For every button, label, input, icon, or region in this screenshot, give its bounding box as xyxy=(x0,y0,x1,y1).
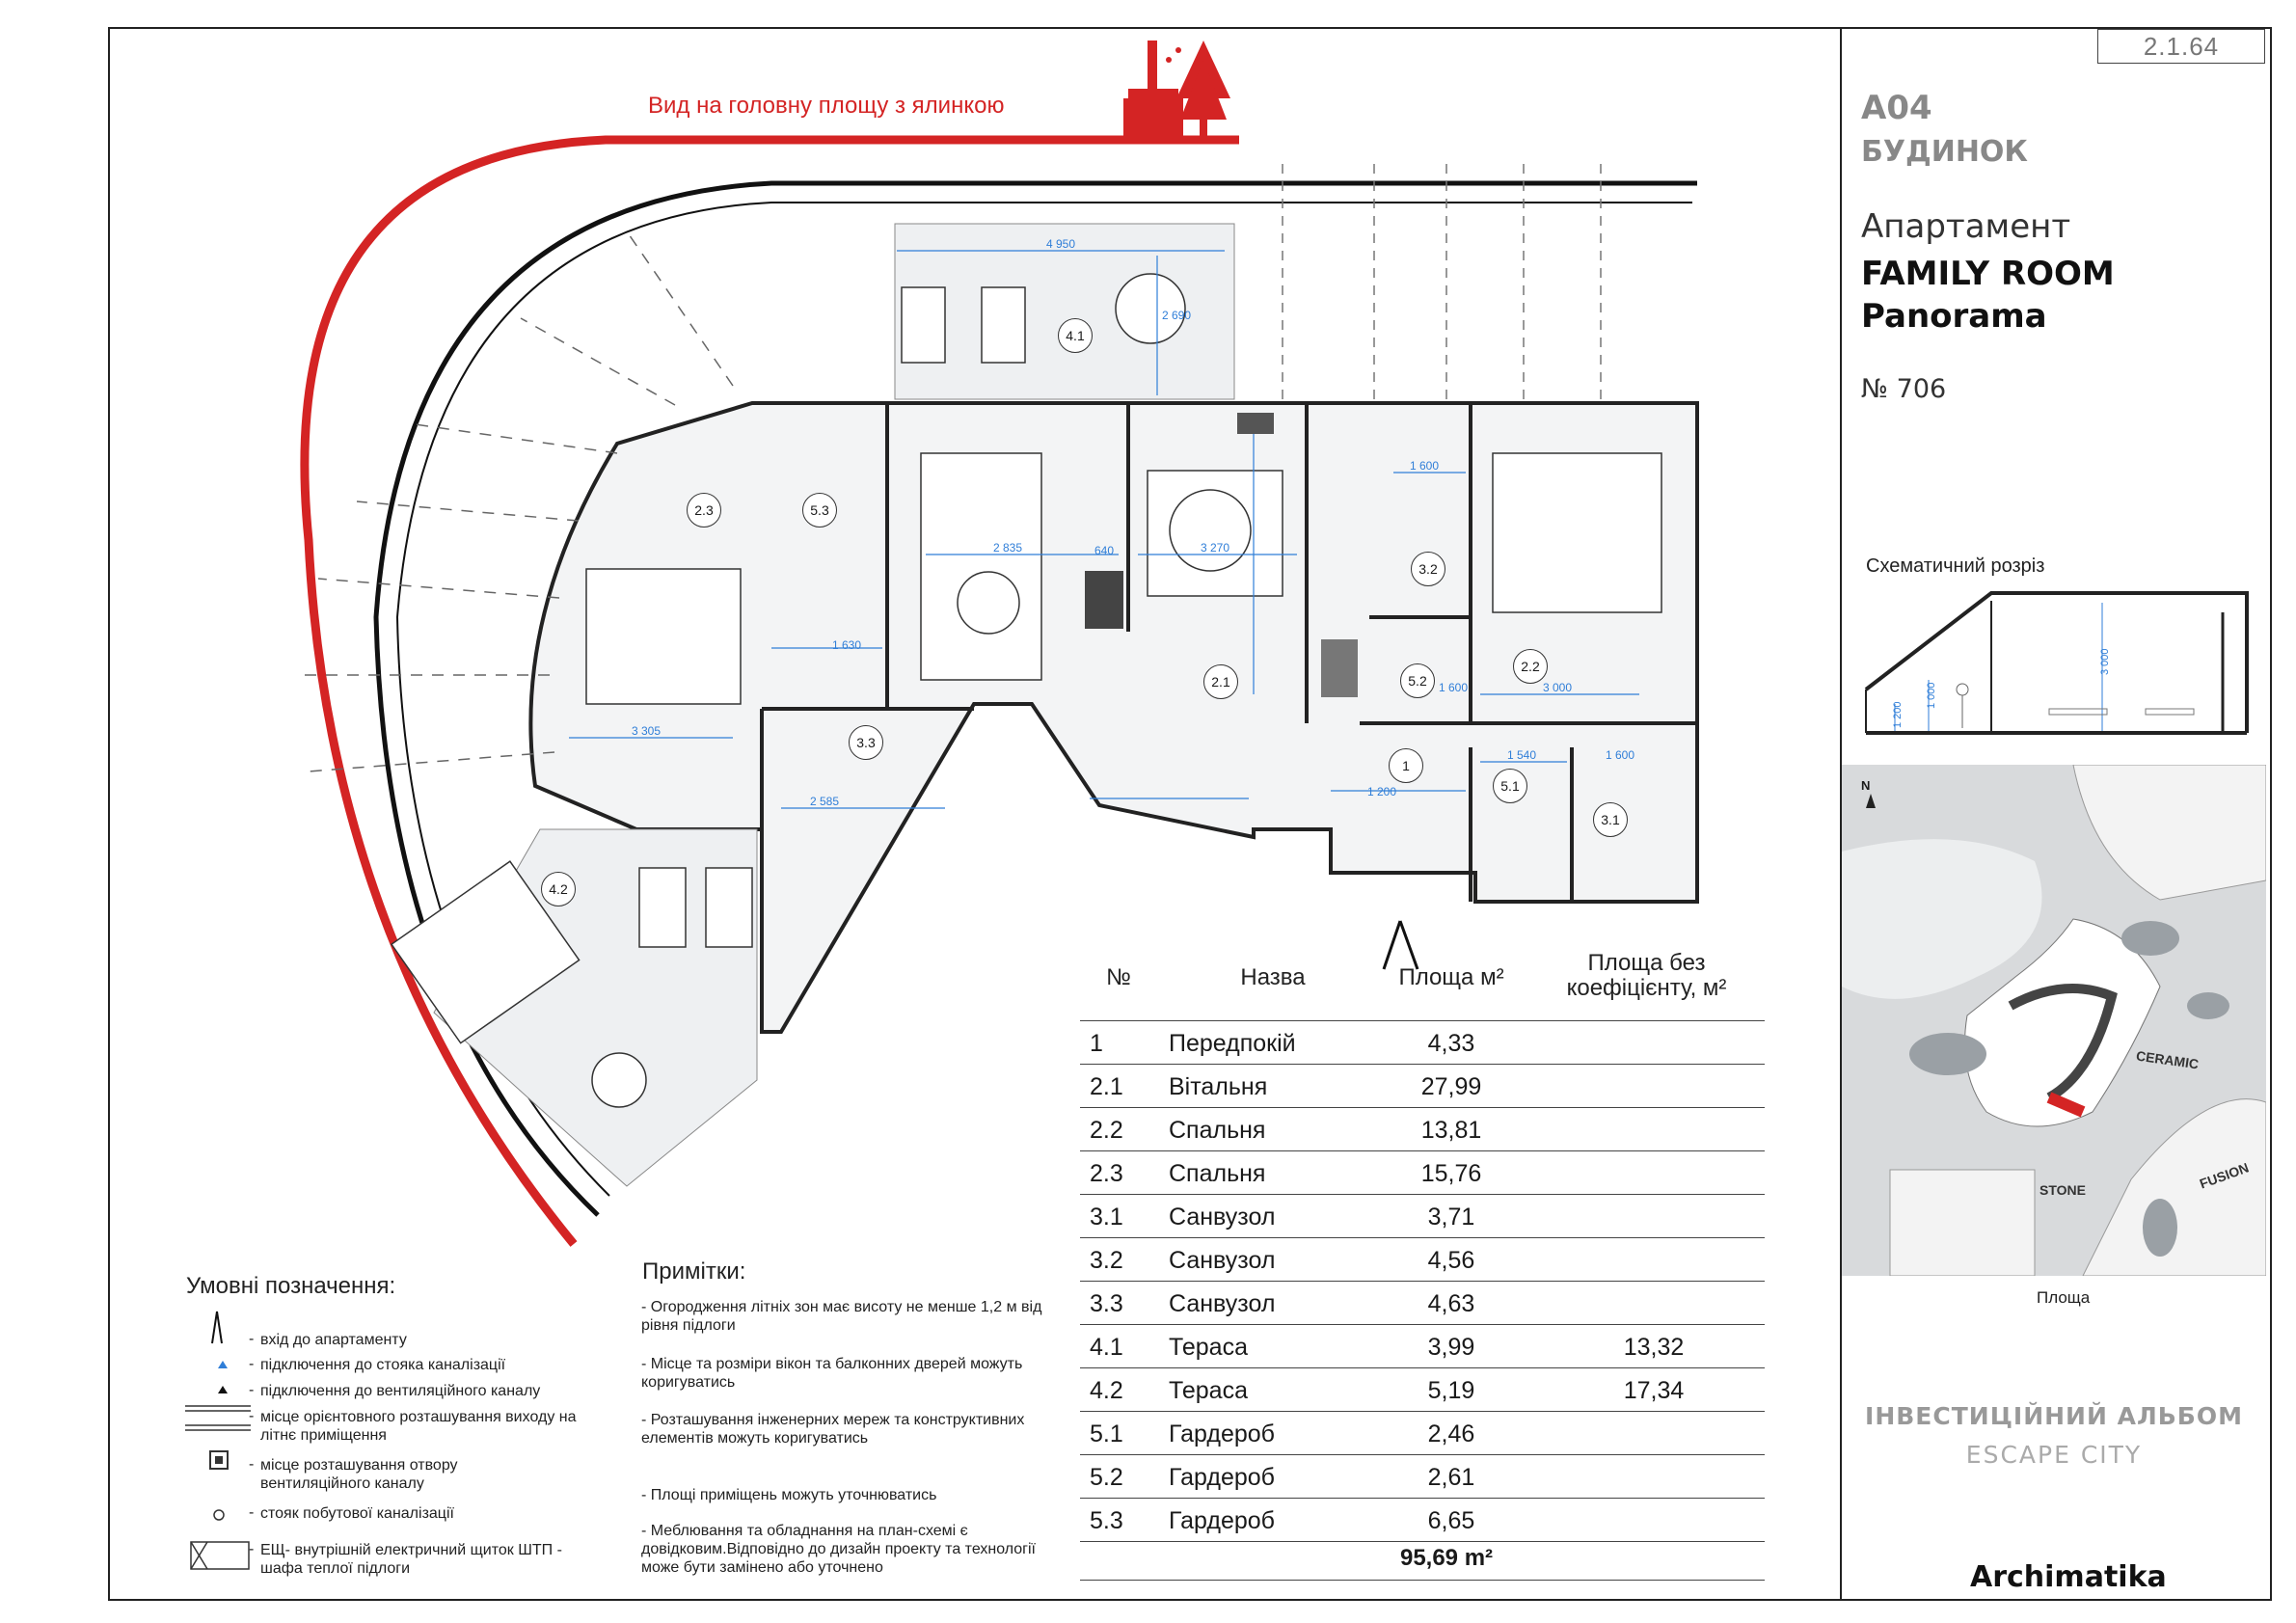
building-code: A04 xyxy=(1861,89,1932,127)
schematic-section xyxy=(1856,583,2261,757)
dimension-label: 4 950 xyxy=(1046,237,1076,251)
table-row xyxy=(1080,1107,1765,1151)
album-subtitle: ESCAPE CITY xyxy=(1965,1441,2143,1469)
table-row xyxy=(1080,1411,1765,1455)
note-item: - Розташування інженерних мереж та конструктивних елементів можуть коригуватись xyxy=(641,1412,1025,1447)
dimension-label: 1 540 xyxy=(1507,748,1537,762)
table-cell-area-no-coef: 17,34 xyxy=(1623,1377,1685,1404)
table-row xyxy=(1080,1324,1765,1368)
table-cell-num: 1 xyxy=(1090,1030,1103,1057)
table-row xyxy=(1080,1194,1765,1238)
table-cell-name: Спальня xyxy=(1169,1160,1266,1187)
table-cell-area: 5,19 xyxy=(1427,1377,1475,1404)
legend-item: підключення до вентиляційного каналу xyxy=(260,1383,541,1399)
legend-symbols xyxy=(183,1307,251,1596)
room-label-2-2: 2.2 xyxy=(1513,649,1548,684)
table-cell-num: 5.2 xyxy=(1090,1464,1123,1491)
room-label-5-1: 5.1 xyxy=(1493,769,1527,803)
legend-dash: - xyxy=(249,1541,255,1557)
map-label-square: Площа xyxy=(2037,1288,2091,1307)
map-label-fusion: FUSION xyxy=(2197,1159,2252,1192)
table-cell-name: Гардероб xyxy=(1169,1507,1275,1534)
table-row xyxy=(1080,1237,1765,1282)
table-header-num: № xyxy=(1106,964,1131,990)
table-cell-area: 3,71 xyxy=(1427,1204,1475,1231)
legend-item: підключення до стояка каналізації xyxy=(260,1357,506,1373)
dimension-label: 640 xyxy=(1094,544,1115,557)
table-cell-area: 4,63 xyxy=(1427,1290,1475,1317)
note-item: - Місце та розміри вікон та балконних дверей можуть коригуватись xyxy=(641,1356,1023,1391)
table-header-area: Площа м² xyxy=(1398,964,1504,990)
room-label-4-1: 4.1 xyxy=(1058,318,1093,353)
map-label-stone: STONE xyxy=(2039,1182,2086,1198)
album-title: ІНВЕСТИЦІЙНИЙ АЛЬБОМ xyxy=(1865,1402,2243,1430)
building-label: БУДИНОК xyxy=(1861,135,2028,169)
vent-opening-icon xyxy=(210,1451,228,1469)
apartment-type-line2: Panorama xyxy=(1861,297,2047,336)
dimension-label: 2 690 xyxy=(1162,309,1192,322)
notes-title: Примітки: xyxy=(642,1258,746,1285)
section-dim-label: 3 000 xyxy=(2099,648,2111,675)
legend-item: ЕЩ- внутрішній електричний щиток ШТП - шафа теплої підлоги xyxy=(260,1542,562,1577)
dimension-label: 1 600 xyxy=(1606,748,1635,762)
square-christmas-tree-icon xyxy=(1119,31,1239,142)
legend-dash: - xyxy=(249,1408,255,1424)
room-label-3-3: 3.3 xyxy=(849,725,883,760)
electric-panel-icon xyxy=(191,1542,249,1569)
map-label-ceramic: CERAMIC xyxy=(2135,1047,2201,1072)
dimension-label: 2 835 xyxy=(993,541,1023,555)
dimension-label: 1 630 xyxy=(832,638,862,652)
table-header-area-no-coef: Площа без коефіцієнту, м² xyxy=(1566,950,1727,1001)
room-label-2-3: 2.3 xyxy=(687,493,721,527)
table-cell-area: 3,99 xyxy=(1427,1334,1475,1361)
room-label-2-1: 2.1 xyxy=(1203,664,1238,699)
table-cell-area: 4,33 xyxy=(1427,1030,1475,1057)
table-cell-num: 4.1 xyxy=(1090,1334,1123,1361)
legend-item: місце розташування отвору вентиляційного каналу xyxy=(260,1457,458,1492)
dimension-label: 1 600 xyxy=(1439,681,1469,694)
table-cell-name: Спальня xyxy=(1169,1117,1266,1144)
sewer-riser-icon xyxy=(214,1510,224,1520)
dimension-label: 3 000 xyxy=(1543,681,1573,694)
legend-dash: - xyxy=(249,1356,255,1372)
table-cell-name: Санвузол xyxy=(1169,1290,1276,1317)
table-cell-name: Тераса xyxy=(1169,1334,1248,1361)
section-dim-label: 1 000 xyxy=(1926,682,1937,709)
room-label-3-1: 3.1 xyxy=(1593,802,1628,837)
table-header-name: Назва xyxy=(1240,964,1306,990)
map-north-label: N xyxy=(1861,778,1871,793)
sewer-connection-icon xyxy=(218,1361,228,1368)
table-cell-area-no-coef: 13,32 xyxy=(1623,1334,1685,1361)
legend-title: Умовні позначення: xyxy=(186,1273,396,1299)
table-cell-num: 5.3 xyxy=(1090,1507,1123,1534)
legend-item: стояк побутової каналізації xyxy=(260,1505,454,1522)
table-row xyxy=(1080,1367,1765,1412)
table-cell-name: Санвузол xyxy=(1169,1247,1276,1274)
room-label-1: 1 xyxy=(1389,748,1423,783)
legend-dash: - xyxy=(249,1456,255,1473)
note-item: - Огородження літніх зон має висоту не менше 1,2 м від рівня підлоги xyxy=(641,1299,1042,1334)
table-total-rule xyxy=(1080,1580,1765,1581)
table-cell-area: 15,76 xyxy=(1420,1160,1482,1187)
note-item: - Площі приміщень можуть уточнюватись xyxy=(641,1487,937,1503)
view-label: Вид на головну площу з ялинкою xyxy=(648,93,1005,119)
apartment-label: Апартамент xyxy=(1861,207,2071,246)
table-cell-name: Санвузол xyxy=(1169,1204,1276,1231)
room-label-3-2: 3.2 xyxy=(1411,552,1445,586)
legend-item: вхід до апартаменту xyxy=(260,1332,407,1348)
table-cell-num: 2.1 xyxy=(1090,1073,1123,1100)
note-item: - Меблювання та обладнання на план-схемі є довідковим.Відповідно до дизайн проекту та технології може бути замінено або уточнено xyxy=(641,1523,1036,1576)
table-cell-name: Передпокій xyxy=(1169,1030,1296,1057)
table-cell-num: 5.1 xyxy=(1090,1420,1123,1447)
table-row xyxy=(1080,1150,1765,1195)
site-map xyxy=(1842,765,2266,1276)
room-label-5-3: 5.3 xyxy=(802,493,837,527)
table-cell-name: Тераса xyxy=(1169,1377,1248,1404)
table-row xyxy=(1080,1498,1765,1542)
apartment-number: № 706 xyxy=(1861,374,1947,404)
legend-dash: - xyxy=(249,1504,255,1521)
table-cell-num: 2.2 xyxy=(1090,1117,1123,1144)
page-code: 2.1.64 xyxy=(2097,29,2265,64)
section-caption: Схематичний розріз xyxy=(1866,555,2045,577)
dimension-label: 1 600 xyxy=(1410,459,1440,473)
table-cell-name: Вітальня xyxy=(1169,1073,1268,1100)
table-row xyxy=(1080,1064,1765,1108)
table-cell-num: 4.2 xyxy=(1090,1377,1123,1404)
legend-item: місце орієнтовного розташування виходу на літнє приміщення xyxy=(260,1409,577,1444)
entrance-symbol-icon xyxy=(212,1312,222,1343)
table-cell-num: 3.1 xyxy=(1090,1204,1123,1231)
room-label-5-2: 5.2 xyxy=(1400,663,1435,698)
legend-dash: - xyxy=(249,1331,255,1347)
table-cell-num: 3.2 xyxy=(1090,1247,1123,1274)
table-row xyxy=(1080,1454,1765,1499)
table-cell-area: 2,61 xyxy=(1427,1464,1475,1491)
table-cell-area: 27,99 xyxy=(1420,1073,1482,1100)
table-cell-area: 4,56 xyxy=(1427,1247,1475,1274)
legend-dash: - xyxy=(249,1382,255,1398)
vent-connection-icon xyxy=(218,1386,228,1393)
entrance-arrow xyxy=(1384,921,1418,969)
table-cell-num: 2.3 xyxy=(1090,1160,1123,1187)
table-row xyxy=(1080,1020,1765,1065)
brand-logo: Archimatika xyxy=(1970,1560,2167,1594)
table-total: 95,69 m² xyxy=(1399,1545,1494,1571)
table-cell-name: Гардероб xyxy=(1169,1464,1275,1491)
table-cell-name: Гардероб xyxy=(1169,1420,1275,1447)
summer-exit-icon xyxy=(185,1406,251,1430)
dimension-label: 1 200 xyxy=(1367,785,1397,798)
dimension-label: 2 585 xyxy=(810,795,840,808)
section-dim-label: 1 200 xyxy=(1892,701,1904,728)
table-cell-num: 3.3 xyxy=(1090,1290,1123,1317)
room-label-4-2: 4.2 xyxy=(541,872,576,906)
dimension-label: 3 270 xyxy=(1201,541,1230,555)
table-cell-area: 6,65 xyxy=(1427,1507,1475,1534)
dimension-label: 3 305 xyxy=(632,724,662,738)
table-cell-area: 2,46 xyxy=(1427,1420,1475,1447)
table-cell-area: 13,81 xyxy=(1420,1117,1482,1144)
table-row xyxy=(1080,1281,1765,1325)
apartment-type-line1: FAMILY ROOM xyxy=(1861,255,2115,293)
